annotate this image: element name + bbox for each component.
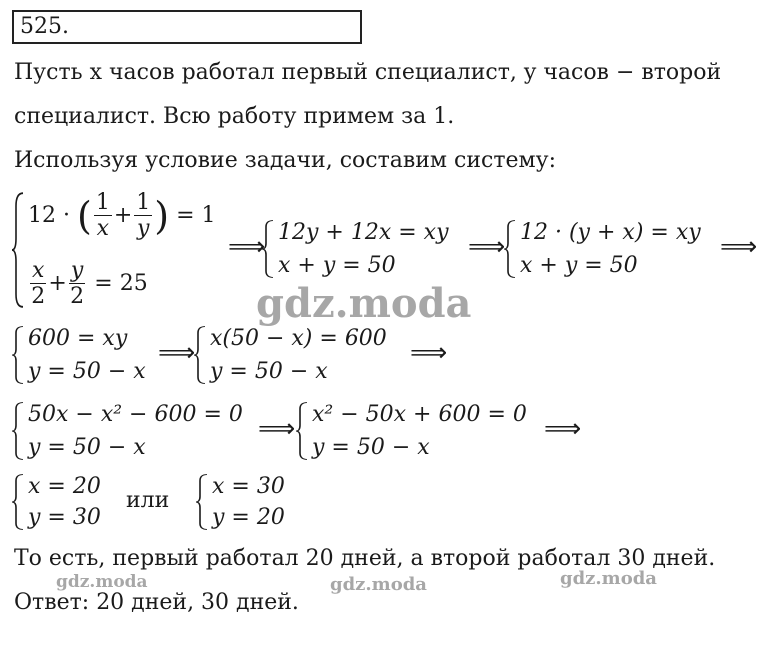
answer-line-1: То есть, первый работал 20 дней, а второй работал 30 дней. xyxy=(14,546,716,571)
system-1 xyxy=(12,192,216,308)
system-3 xyxy=(504,220,701,278)
or-word: или xyxy=(126,488,170,513)
system-9-row-2: y = 20 xyxy=(212,505,285,530)
system-2 xyxy=(262,220,449,278)
brace xyxy=(262,220,274,278)
brace xyxy=(12,402,24,460)
implies-arrow: ⟹ xyxy=(258,414,296,444)
brace xyxy=(194,326,206,384)
system-4-row-2: y = 50 − x xyxy=(28,359,146,384)
implies-arrow: ⟹ xyxy=(228,232,266,262)
system-7 xyxy=(296,402,527,460)
system-8 xyxy=(12,474,101,530)
system-1-row-1: 12 · ( $\frac{1}{x}$ + $\frac{1}{y}$ ) = 1 xyxy=(28,190,216,241)
system-2-row-1: 12y + 12x = xy xyxy=(278,220,449,245)
implies-arrow: ⟹ xyxy=(158,338,196,368)
implies-arrow: ⟹ xyxy=(468,232,506,262)
answer-line-2: Ответ: 20 дней, 30 дней. xyxy=(14,590,299,615)
watermark-small-1: gdz.moda xyxy=(56,572,148,592)
system-2-row-2: x + y = 50 xyxy=(278,253,396,278)
system-5-row-1: x(50 − x) = 600 xyxy=(210,326,387,351)
brace xyxy=(12,326,24,384)
system-4 xyxy=(12,326,146,384)
implies-arrow: ⟹ xyxy=(720,232,758,262)
brace xyxy=(296,402,308,460)
system-6-row-2: y = 50 − x xyxy=(28,435,146,460)
system-3-row-2: x + y = 50 xyxy=(520,253,638,278)
system-6-row-1: 50x − x² − 600 = 0 xyxy=(28,402,243,427)
brace xyxy=(196,474,208,530)
system-7-row-2: y = 50 − x xyxy=(312,435,430,460)
system-3-row-1: 12 · (y + x) = xy xyxy=(520,220,701,245)
brace xyxy=(12,192,24,308)
brace xyxy=(504,220,516,278)
text-line-1: Пусть x часов работал первый специалист, y часов − второй xyxy=(14,60,722,85)
system-1-row-2: $\frac{x}{2}$ + $\frac{y}{2}$ = 25 xyxy=(31,258,148,309)
system-5-row-2: y = 50 − x xyxy=(210,359,328,384)
watermark-big: gdz.moda xyxy=(256,280,472,327)
text-line-2: специалист. Всю работу примем за 1. xyxy=(14,104,455,129)
system-8-row-1: x = 20 xyxy=(28,474,101,499)
system-7-row-1: x² − 50x + 600 = 0 xyxy=(312,402,527,427)
text-line-3: Используя условие задачи, составим систему: xyxy=(14,148,556,173)
implies-arrow: ⟹ xyxy=(544,414,582,444)
watermark-small-2: gdz.moda xyxy=(330,574,427,595)
system-9 xyxy=(196,474,285,530)
system-6 xyxy=(12,402,243,460)
watermark-small-3: gdz.moda xyxy=(560,568,657,589)
problem-number: 525. xyxy=(12,10,362,44)
system-9-row-1: x = 30 xyxy=(212,474,285,499)
system-4-row-1: 600 = xy xyxy=(28,326,128,351)
system-5 xyxy=(194,326,387,384)
system-8-row-2: y = 30 xyxy=(28,505,101,530)
brace xyxy=(12,474,24,530)
implies-arrow: ⟹ xyxy=(410,338,448,368)
